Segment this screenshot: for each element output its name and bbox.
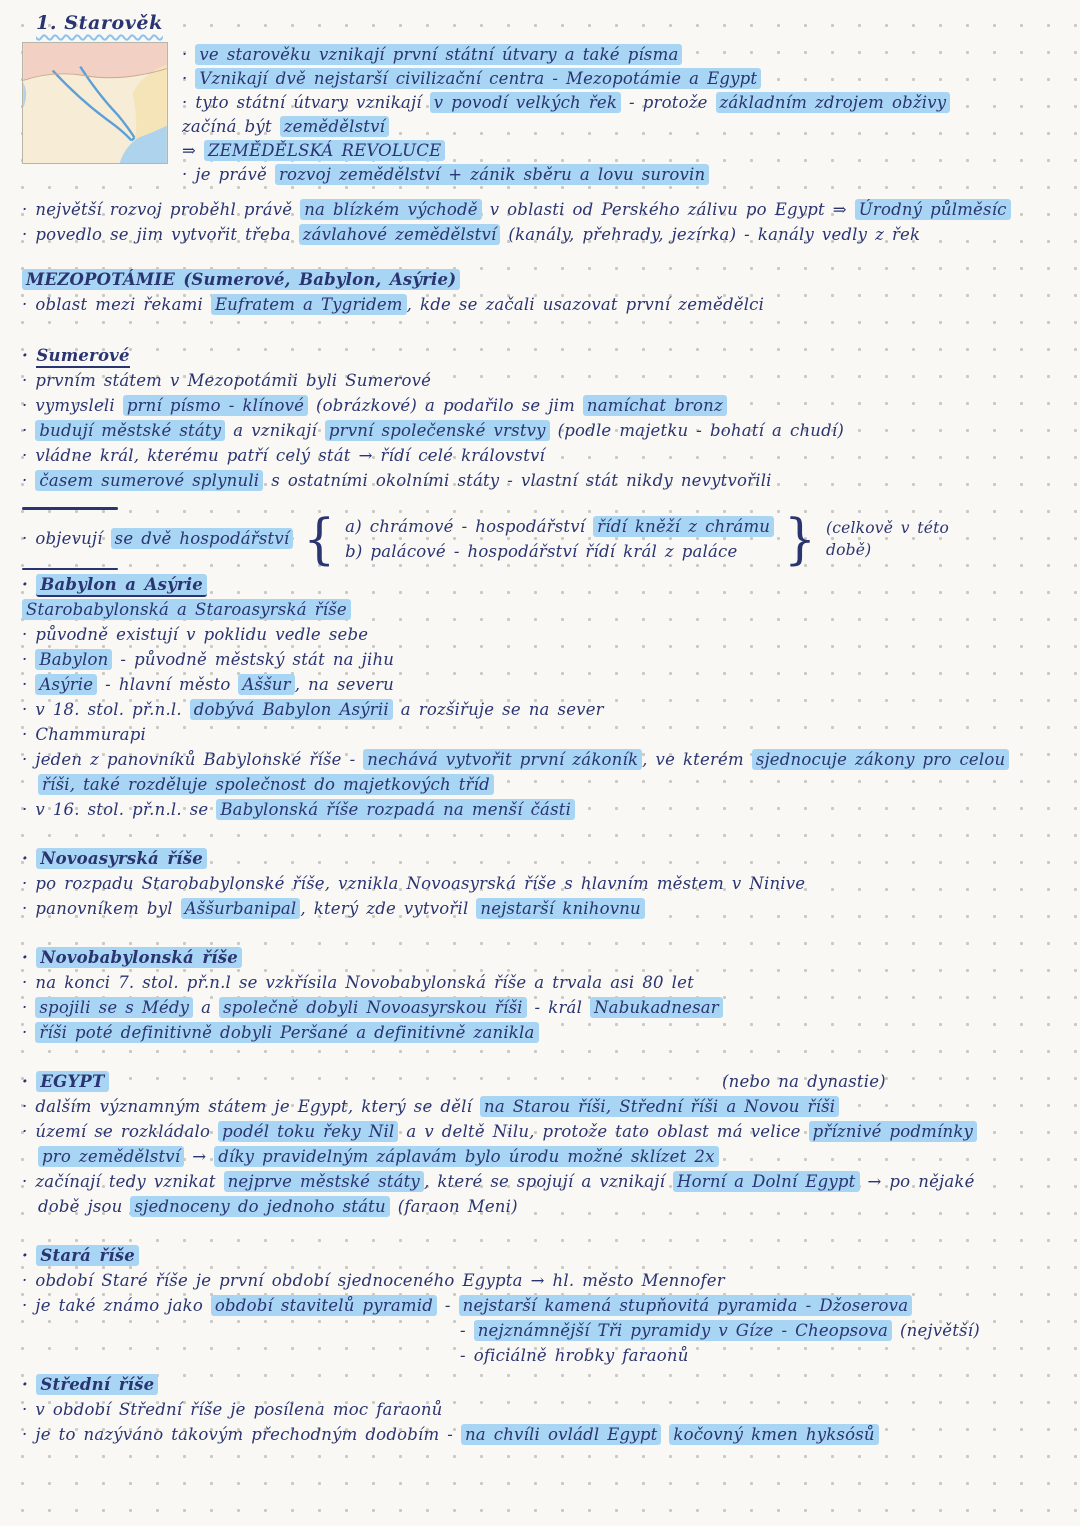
- section-heading: [22, 1243, 1062, 1268]
- highlighted-text: Úrodný půlměsíc: [855, 199, 1011, 220]
- note-line: [22, 747, 1062, 772]
- ink-text: ·: [22, 948, 37, 967]
- divider-rule: [22, 507, 118, 510]
- note-line: [22, 597, 1062, 622]
- highlighted-text: sjednoceny do jednoho státu: [130, 1196, 389, 1217]
- section-heading: [22, 1372, 1062, 1397]
- highlighted-text: nejprve městské státy: [224, 1171, 424, 1192]
- ink-text: (faraon Meni): [389, 1197, 518, 1216]
- economy-note-group: [22, 507, 1062, 570]
- highlighted-text: EGYPT: [36, 1071, 108, 1092]
- note-line: [22, 871, 1062, 896]
- highlighted-text: Stará říše: [36, 1245, 139, 1266]
- ink-text: · prvním státem v Mezopotámii byli Sumerové: [22, 371, 432, 390]
- ink-text: a) chrámové: [345, 516, 454, 536]
- economy-items: [345, 514, 774, 564]
- note-line: [22, 1268, 1062, 1293]
- ink-text: - původně městský stát na jihu: [112, 650, 395, 669]
- highlighted-text: ve starověku vznikají první státní útvary a také písma: [195, 44, 682, 65]
- note-line: [182, 43, 950, 67]
- highlighted-text: společně dobyli Novoasyrskou říši: [219, 997, 526, 1018]
- ink-text: - hospodářství: [453, 516, 594, 536]
- note-line: [22, 697, 1062, 722]
- close-brace: }: [784, 507, 816, 570]
- ink-text: začíná být: [182, 117, 280, 136]
- note-line: [22, 443, 1062, 468]
- note-line: [182, 67, 950, 91]
- highlighted-text: Asýrie: [35, 674, 97, 695]
- ink-text: - oficiálně hrobky faraonů: [460, 1346, 689, 1365]
- ink-text: · v období Střední říše je posílena moc faraonů: [22, 1400, 443, 1419]
- note-line: [22, 970, 1062, 995]
- note-line: [182, 139, 950, 163]
- ink-text: →: [184, 1147, 215, 1166]
- ink-text: · období Staré říše je první období sjednoceného Egypta → hl. město Mennofer: [22, 1271, 725, 1290]
- section-heading: [22, 945, 1062, 970]
- ink-text: a rozšiřuje se na sever: [392, 700, 604, 719]
- ink-text: · tyto státní útvary vznikají: [182, 93, 430, 112]
- ink-text: ·: [22, 1072, 37, 1091]
- note-line: [22, 896, 1062, 921]
- note-line: [22, 647, 1062, 672]
- note-line: [38, 1144, 1062, 1169]
- note-line: [182, 115, 950, 139]
- highlighted-text: nejstarší knihovnu: [476, 898, 644, 919]
- ink-text: → po nějaké: [859, 1172, 975, 1191]
- ink-text: · dalším významným státem je Egypt, který se dělí: [22, 1097, 480, 1116]
- note-line: [460, 1343, 1062, 1368]
- highlighted-text: nechává vytvořit první zákoník: [363, 749, 642, 770]
- note-line: [22, 1397, 1062, 1422]
- highlighted-text: období stavitelů pyramid: [211, 1295, 437, 1316]
- highlighted-text: Horní a Dolní Egypt: [673, 1171, 859, 1192]
- ink-text: - hospodářství řídí král z paláce: [445, 541, 738, 561]
- highlighted-text: Babylon a Asýrie: [36, 574, 207, 597]
- map-image: [23, 43, 167, 163]
- highlighted-text: v povodí velkých řek: [430, 92, 621, 113]
- ink-text: , který zde vytvořil: [300, 899, 477, 918]
- ink-text: , kde se začali usazovat první zemědělci: [406, 295, 765, 314]
- economy-item: [345, 539, 774, 564]
- section-heading: [22, 1069, 1062, 1094]
- note-line: [38, 1194, 1062, 1219]
- note-line: [22, 1169, 1062, 1194]
- highlighted-text: základním zdrojem obživy: [716, 92, 951, 113]
- note-line: [22, 1293, 1062, 1318]
- section-heading: [22, 267, 1062, 292]
- highlighted-text: díky pravidelným záplavám bylo úrodu možné sklízet 2x: [214, 1146, 718, 1167]
- note-line: [22, 393, 1062, 418]
- highlighted-text: Starobabylonská a Staroasyrská říše: [22, 599, 351, 620]
- highlighted-text: nejstarší kamená stupňovitá pyramida - Džoserova: [459, 1295, 913, 1316]
- highlighted-text: zemědělství: [280, 116, 389, 137]
- highlighted-text: příznivé podmínky: [809, 1121, 977, 1142]
- highlighted-text: ZEMĚDĚLSKÁ REVOLUCE: [204, 140, 445, 161]
- ink-text: - král: [526, 998, 591, 1017]
- highlighted-text: kočovný kmen hyksósů: [669, 1424, 878, 1445]
- highlighted-text: Vznikají dvě nejstarší civilizační centra - Mezopotámie a Egypt: [195, 68, 761, 89]
- margin-note: (nebo na dynastie): [722, 1072, 886, 1091]
- ink-text: · území se rozkládalo: [22, 1122, 219, 1141]
- note-line: [22, 468, 1062, 493]
- ink-text: · největší rozvoj proběhl právě: [22, 200, 301, 219]
- highlighted-text: první společenské vrstvy: [325, 420, 550, 441]
- highlighted-text: rozvoj zemědělství + zánik sběru a lovu surovin: [275, 164, 709, 185]
- ink-text: · na konci 7. stol. př.n.l se vzkřísila Novobabylonská říše a trvala asi 80 let: [22, 973, 694, 992]
- highlighted-text: Novoasyrská říše: [36, 848, 207, 869]
- ink-text: (podle majetku - bohatí a chudí): [549, 421, 844, 440]
- ink-text: ·: [22, 1023, 36, 1042]
- note-line: [22, 222, 1062, 247]
- note-line: [38, 772, 1062, 797]
- highlighted-text: se dvě hospodářství: [111, 528, 294, 549]
- highlighted-text: Babylon: [35, 649, 112, 670]
- ink-text: · v 18. stol. př.n.l.: [22, 700, 190, 719]
- ink-text: - protože: [621, 93, 716, 112]
- ink-text: ·: [22, 650, 36, 669]
- ink-text: ·: [182, 69, 196, 88]
- highlighted-text: Aššur: [238, 674, 294, 695]
- highlighted-text: říši poté definitivně dobyli Peršané a definitivně zanikla: [35, 1022, 538, 1043]
- section-heading: [22, 572, 1062, 597]
- ink-text: v oblasti od Perského zálivu po Egypt ⇒: [481, 200, 855, 219]
- highlighted-text: na chvíli ovládl Egypt: [461, 1424, 661, 1445]
- ink-text: ·: [22, 575, 37, 594]
- highlighted-text: dobývá Babylon Asýrii: [190, 699, 393, 720]
- note-line: [22, 368, 1062, 393]
- highlighted-text: sjednocuje zákony pro celou: [752, 749, 1010, 770]
- intro-section: [22, 42, 1062, 187]
- ink-text: ·: [22, 675, 36, 694]
- ink-text: · je právě: [182, 165, 275, 184]
- ink-text: -: [460, 1321, 474, 1340]
- ink-text: · Chammurapi: [22, 725, 146, 744]
- ink-text: ·: [22, 849, 37, 868]
- ink-text: · po rozpadu Starobabylonské říše, vznikla Novoasyrská říše s hlavním městem v Ninive: [22, 874, 806, 893]
- highlighted-text: na Starou říši, Střední říši a Novou říši: [480, 1096, 839, 1117]
- economy-intro: [22, 526, 293, 551]
- highlighted-text: Nabukadnesar: [590, 997, 723, 1018]
- note-line: [182, 163, 950, 187]
- ink-text: · povedlo se jim vytvořit třeba: [22, 225, 299, 244]
- ink-text: a v deltě Nilu, protože tato oblast má velice: [398, 1122, 809, 1141]
- note-line: [182, 91, 950, 115]
- ink-text: , na severu: [294, 675, 395, 694]
- highlighted-text: říši, také rozděluje společnost do majetkových tříd: [38, 774, 494, 795]
- note-line: [22, 797, 1062, 822]
- ink-text: a: [193, 998, 220, 1017]
- ink-text: · oblast mezi řekami: [22, 295, 211, 314]
- ink-text: době jsou: [38, 1197, 131, 1216]
- highlighted-text: časem sumerové splynuli: [35, 470, 263, 491]
- highlighted-text: pro zemědělství: [38, 1146, 184, 1167]
- ink-text: , které se spojují a vznikají: [423, 1172, 674, 1191]
- highlighted-text: řídí kněží z chrámu: [593, 516, 774, 537]
- ink-text: · začínají tedy vznikat: [22, 1172, 224, 1191]
- note-line: [22, 995, 1062, 1020]
- note-line: [22, 1020, 1062, 1045]
- divider-rule: [22, 568, 118, 571]
- ink-text: ·: [22, 1375, 37, 1394]
- ink-text: · je také známo jako: [22, 1296, 211, 1315]
- ink-text: ·: [22, 1246, 37, 1265]
- highlighted-text: Novobabylonská říše: [36, 947, 242, 968]
- note-line: [22, 672, 1062, 697]
- ink-text: ·: [22, 421, 36, 440]
- highlighted-text: MEZOPOTÁMIE (Sumerové, Babylon, Asýrie): [22, 269, 460, 290]
- highlighted-text: budují městské státy: [35, 420, 225, 441]
- ink-text: - hlavní město: [97, 675, 239, 694]
- economy-side-note: [826, 517, 949, 561]
- highlighted-text: na blízkém východě: [300, 199, 482, 220]
- mesopotamia-map: [22, 42, 168, 164]
- note-line: [460, 1318, 1062, 1343]
- note-line: [22, 418, 1062, 443]
- ink-text: ⇒: [182, 141, 204, 160]
- ink-text: · v 16. stol. př.n.l. se: [22, 800, 217, 819]
- ink-text: (kanály, přehrady, jezírka) - kanály vedly z řek: [500, 225, 921, 244]
- open-brace: {: [303, 507, 336, 570]
- note-line: [22, 722, 1062, 747]
- highlighted-text: Střední říše: [36, 1374, 158, 1395]
- ink-text: s ostatními okolními státy - vlastní stát nikdy nevytvořili: [263, 471, 772, 490]
- ink-text: · panovníkem byl: [22, 899, 181, 918]
- highlighted-text: podél toku řeky Nil: [218, 1121, 398, 1142]
- ink-text: -: [436, 1296, 459, 1315]
- highlighted-text: nejznámnější Tři pyramidy v Gíze - Cheopsova: [474, 1320, 892, 1341]
- ink-text: ·: [22, 346, 37, 365]
- note-line: [22, 292, 1062, 317]
- ink-text: ·: [182, 45, 196, 64]
- highlighted-text: namíchat bronz: [583, 395, 727, 416]
- note-line: [22, 622, 1062, 647]
- ink-text: · objevují: [22, 529, 111, 548]
- notes-content: [22, 197, 1062, 1447]
- ink-text: , ve kterém: [642, 750, 752, 769]
- ink-text: b) palácové: [345, 541, 446, 561]
- ink-text: · jeden z panovníků Babylonské říše -: [22, 750, 364, 769]
- ink-text: a vznikají: [225, 421, 325, 440]
- note-line: [22, 1422, 1062, 1447]
- section-heading: [22, 343, 1062, 368]
- note-line: [22, 197, 1062, 222]
- highlighted-text: Aššurbanipal: [181, 898, 301, 919]
- highlighted-text: Eufratem a Tygridem: [211, 294, 407, 315]
- ink-text: ·: [22, 998, 36, 1017]
- note-line: [22, 1094, 1062, 1119]
- ink-text: (obrázkové) a podařilo se jim: [308, 396, 583, 415]
- section-heading: [22, 846, 1062, 871]
- economy-item: [345, 514, 774, 539]
- ink-text: · vymysleli: [22, 396, 123, 415]
- intro-notes: [182, 42, 950, 187]
- ink-text: Sumerové: [36, 346, 129, 368]
- page-title: 1. Starověk: [36, 12, 163, 34]
- highlighted-text: prní písmo - klínové: [123, 395, 308, 416]
- highlighted-text: závlahové zemědělství: [299, 224, 501, 245]
- ink-text: · původně existují v poklidu vedle sebe: [22, 625, 369, 644]
- ink-text: · vládne král, kterému patří celý stát → řídí celé království: [22, 446, 546, 465]
- ink-text: (největší): [892, 1321, 980, 1340]
- ink-text: · je to nazýváno takovým přechodným dodobím -: [22, 1425, 461, 1444]
- note-line: [22, 1119, 1062, 1144]
- ink-text: ·: [22, 471, 36, 490]
- highlighted-text: Babylonská říše rozpadá na menší části: [216, 799, 575, 820]
- note-line: (celkově v této: [825, 518, 950, 537]
- highlighted-text: spojili se s Médy: [35, 997, 193, 1018]
- note-line: době): [825, 540, 872, 559]
